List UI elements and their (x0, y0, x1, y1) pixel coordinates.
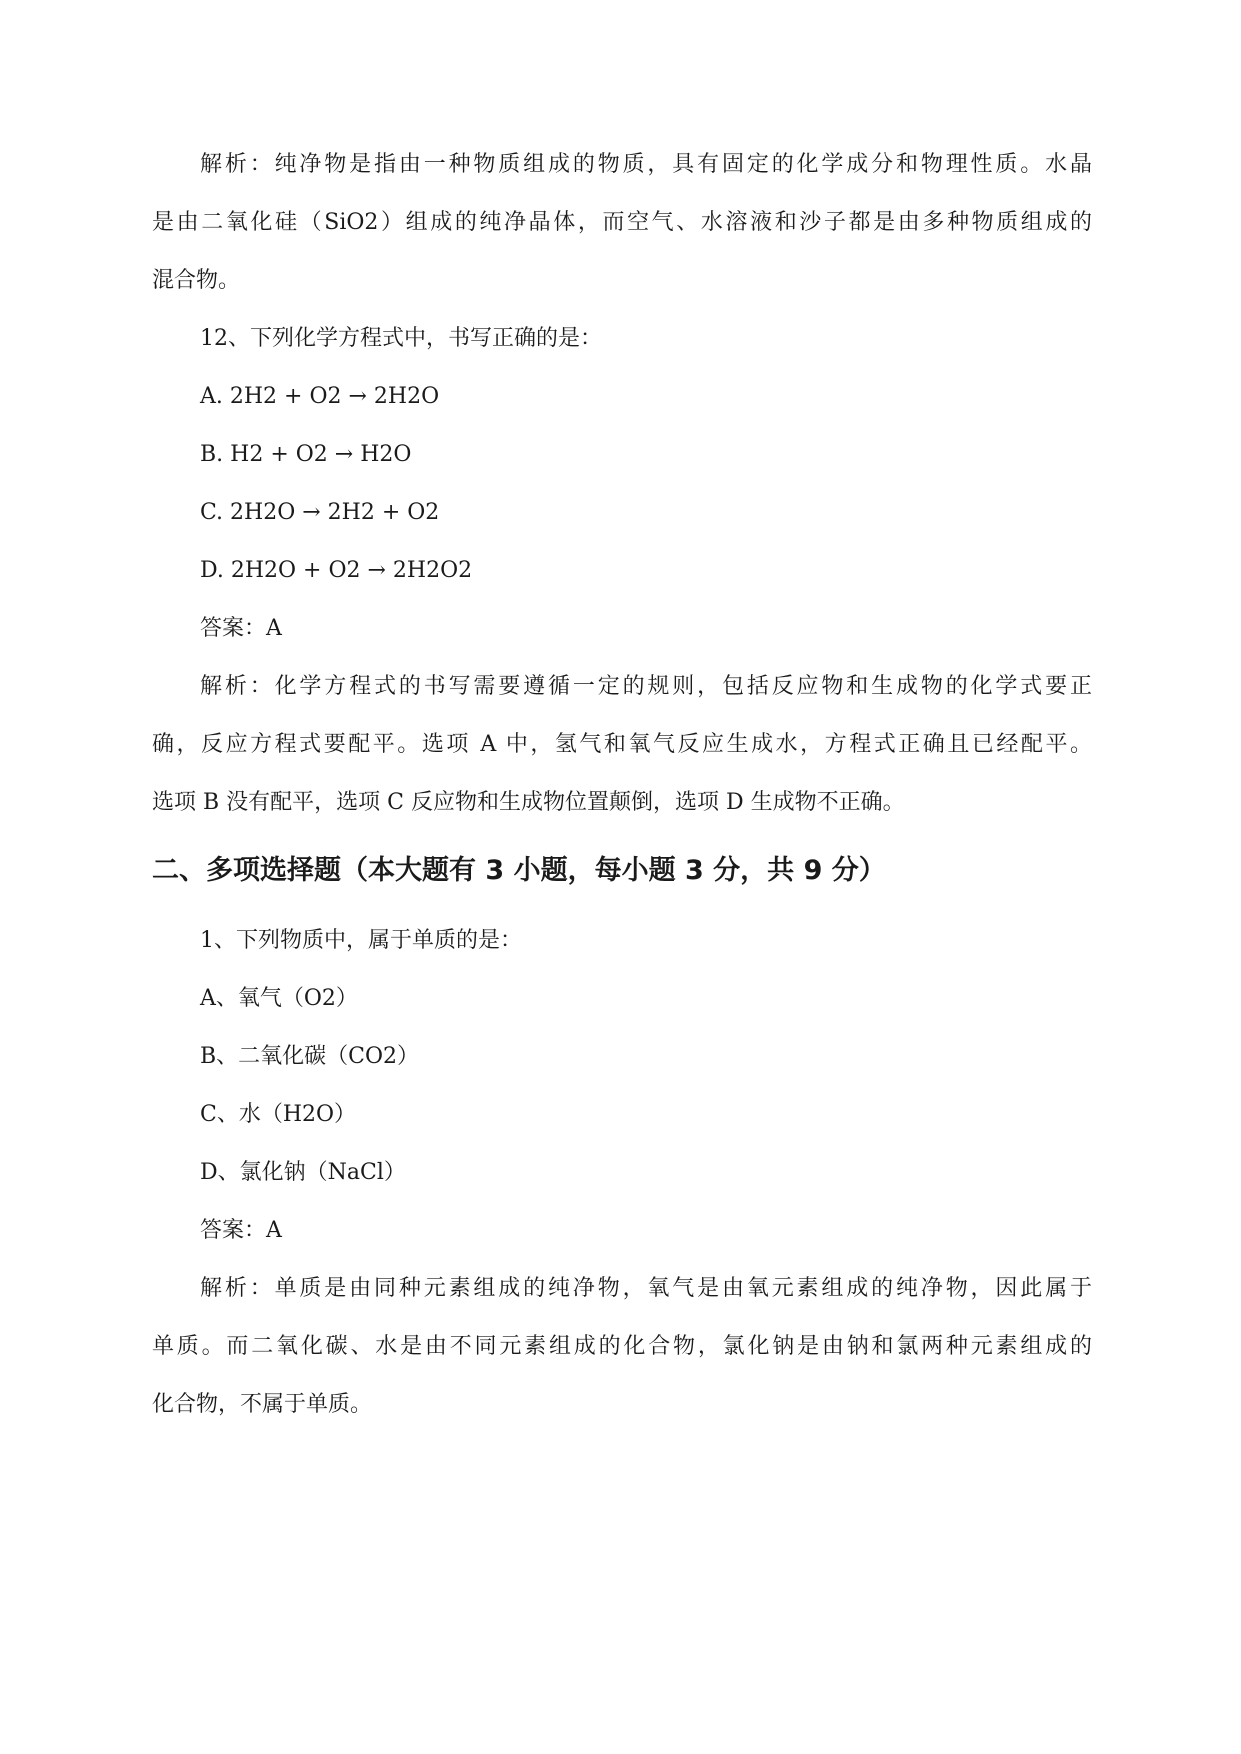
q12-option-b: B. H2 + O2 → H2O (200, 442, 412, 467)
s2q1-explanation-line-3: 化合物，不属于单质。 (152, 1392, 373, 1417)
q12-option-c: C. 2H2O → 2H2 + O2 (200, 500, 440, 525)
s2q1-explanation-line-1: 解析：单质是由同种元素组成的纯净物，氧气是由氧元素组成的纯净物，因此属于 (200, 1276, 1092, 1301)
s2q1-answer: 答案：A (200, 1218, 282, 1243)
q12-question: 12、下列化学方程式中，书写正确的是： (200, 326, 602, 351)
q12-explanation-line-1: 解析：化学方程式的书写需要遵循一定的规则，包括反应物和生成物的化学式要正 (200, 674, 1092, 699)
s2q1-question: 1、下列物质中，属于单质的是： (200, 928, 522, 953)
section-2-heading: 二、多项选择题（本大题有 3 小题，每小题 3 分，共 9 分） (152, 855, 886, 886)
s2q1-option-c: C、水（H2O） (200, 1102, 357, 1127)
q11-explanation-line-1: 解析：纯净物是指由一种物质组成的物质，具有固定的化学成分和物理性质。水晶 (200, 152, 1092, 177)
s2q1-explanation-line-2: 单质。而二氧化碳、水是由不同元素组成的化合物，氯化钠是由钠和氯两种元素组成的 (152, 1334, 1092, 1359)
s2q1-option-a: A、氧气（O2） (200, 986, 358, 1011)
q12-answer: 答案：A (200, 616, 282, 641)
q12-option-d: D. 2H2O + O2 → 2H2O2 (200, 558, 473, 583)
q12-explanation-line-2: 确，反应方程式要配平。选项 A 中，氢气和氧气反应生成水，方程式正确且已经配平。 (152, 732, 1092, 757)
q11-explanation-line-3: 混合物。 (152, 268, 241, 293)
s2q1-option-d: D、氯化钠（NaCl） (200, 1160, 406, 1185)
q12-explanation-line-3: 选项 B 没有配平，选项 C 反应物和生成物位置颠倒，选项 D 生成物不正确。 (152, 790, 905, 815)
q11-explanation-line-2: 是由二氧化硅（SiO2）组成的纯净晶体，而空气、水溶液和沙子都是由多种物质组成的 (152, 210, 1092, 235)
q12-option-a: A. 2H2 + O2 → 2H2O (200, 384, 440, 409)
s2q1-option-b: B、二氧化碳（CO2） (200, 1044, 420, 1069)
